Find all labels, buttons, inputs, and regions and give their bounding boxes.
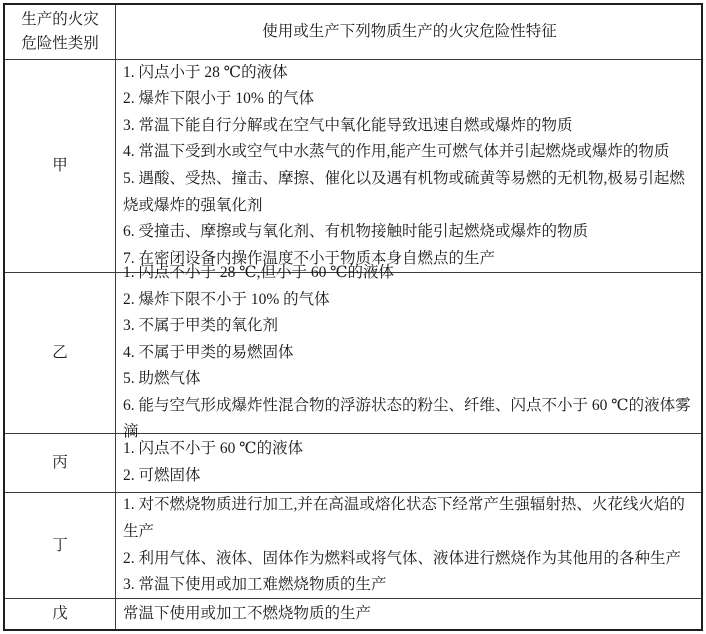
feature-item: 1. 对不燃烧物质进行加工,并在高温或熔化状态下经常产生强辐射热、火花线火焰的生产 bbox=[123, 496, 685, 540]
category-cell-bing bbox=[5, 434, 116, 492]
feature-item: 3. 常温下能自行分解或在空气中氧化能导致迅速自燃或爆炸的物质 bbox=[123, 116, 573, 134]
table-row-wu bbox=[5, 598, 701, 629]
category-label-yi: 乙 bbox=[52, 344, 68, 361]
table-row-jia bbox=[5, 59, 701, 272]
category-label-jia: 甲 bbox=[52, 157, 68, 174]
category-label-ding: 丁 bbox=[52, 536, 68, 554]
category-cell-yi bbox=[5, 273, 116, 433]
feature-item: 3. 常温下使用或加工难燃烧物质的生产 bbox=[123, 576, 387, 594]
header-feature-cell bbox=[116, 5, 701, 59]
feature-item: 4. 不属于甲类的易燃固体 bbox=[123, 343, 294, 361]
feature-item: 1. 闪点不小于 28 ℃,但小于 60 ℃的液体 bbox=[123, 263, 395, 281]
feature-item: 1. 闪点小于 28 ℃的液体 bbox=[123, 63, 288, 81]
feature-cell-jia bbox=[116, 60, 701, 272]
feature-item: 6. 能与空气形成爆炸性混合物的浮游状态的粉尘、纤维、闪点不小于 60 ℃的液体雾滴 bbox=[123, 396, 691, 441]
feature-cell-yi bbox=[116, 263, 701, 441]
header-feature-label: 使用或生产下列物质生产的火灾危险性特征 bbox=[262, 23, 557, 40]
header-category-line2: 危险性类别 bbox=[21, 35, 99, 52]
table-row-yi bbox=[5, 263, 701, 441]
feature-cell-ding bbox=[116, 493, 701, 598]
feature-item: 2. 可燃固体 bbox=[123, 467, 201, 484]
category-cell-ding bbox=[5, 493, 116, 598]
feature-item: 6. 受撞击、摩擦或与氧化剂、有机物接触时能引起燃烧或爆炸的物质 bbox=[123, 223, 589, 241]
header-category-line1: 生产的火灾 bbox=[21, 11, 99, 28]
category-label-wu: 戊 bbox=[52, 605, 68, 622]
feature-item: 2. 利用气体、液体、固体作为燃料或将气体、液体进行燃烧作为其他用的各种生产 bbox=[123, 549, 682, 567]
category-label-bing: 丙 bbox=[52, 454, 68, 471]
feature-item: 3. 不属于甲类的氧化剂 bbox=[123, 317, 279, 335]
feature-cell-bing bbox=[116, 434, 701, 492]
feature-item: 4. 常温下受到水或空气中水蒸气的作用,能产生可燃气体并引起燃烧或爆炸的物质 bbox=[123, 143, 670, 161]
feature-item: 7. 在密闭设备内操作温度不小于物质本身自燃点的生产 bbox=[123, 249, 496, 267]
feature-item: 5. 遇酸、受热、撞击、摩擦、催化以及遇有机物或硫黄等易燃的无机物,极易引起燃烧或爆炸的强氧化剂 bbox=[123, 170, 685, 214]
feature-item: 1. 闪点不小于 60 ℃的液体 bbox=[123, 440, 304, 458]
feature-item: 2. 爆炸下限不小于 10% 的气体 bbox=[123, 290, 330, 308]
fire-hazard-classification-table bbox=[3, 3, 703, 631]
table-header-row bbox=[5, 5, 701, 59]
category-cell-wu bbox=[5, 599, 116, 629]
feature-cell-wu bbox=[116, 599, 701, 629]
table-row-ding bbox=[5, 492, 701, 598]
table-row-bing bbox=[5, 433, 701, 492]
feature-item: 2. 爆炸下限小于 10% 的气体 bbox=[123, 90, 315, 108]
header-category-cell bbox=[5, 5, 116, 59]
feature-item: 5. 助燃气体 bbox=[123, 370, 201, 388]
category-cell-jia bbox=[5, 60, 116, 272]
feature-item: 常温下使用或加工不燃烧物质的生产 bbox=[123, 604, 372, 622]
